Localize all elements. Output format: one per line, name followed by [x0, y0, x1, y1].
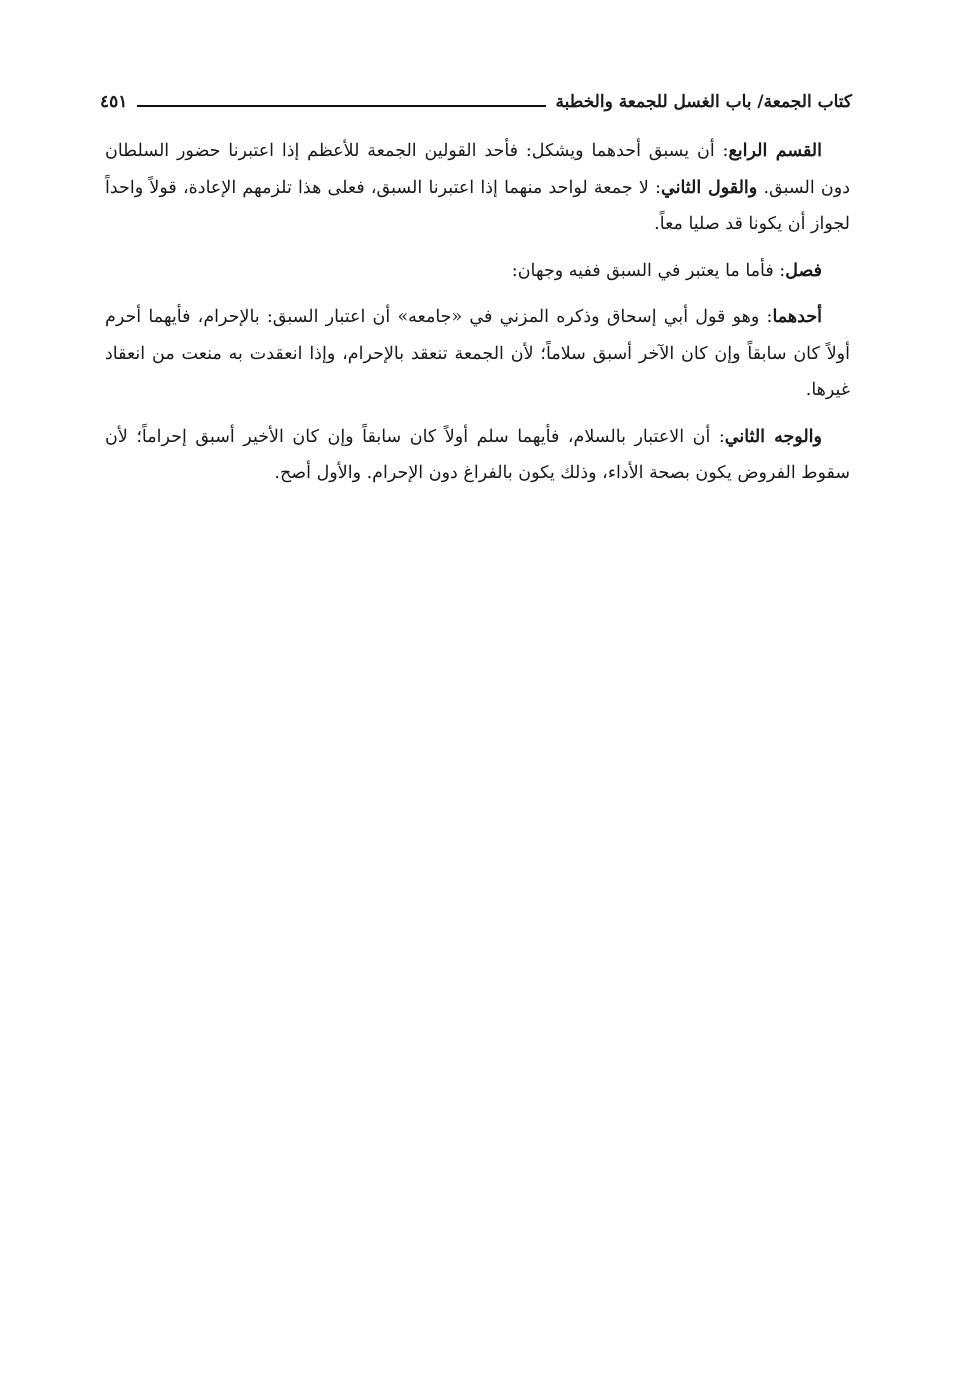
paragraph-lead: والوجه الثاني [724, 426, 822, 447]
paragraph-text: : أن يسبق أحدهما ويشكل: فأحد القولين الجمعة للأعظم إذا اعتبرنا حضور السلطان دون السبق. [105, 141, 851, 198]
paragraph-first-view [105, 299, 850, 409]
body-text [105, 133, 850, 502]
paragraph-lead: فصل [785, 260, 822, 281]
paragraph-lead: القسم الرابع [728, 141, 822, 161]
paragraph-text-continued: : لا جمعة لواحد منهما إذا اعتبرنا السبق، فعلى هذا تلزمهم الإعادة، قولاً واحداً لجواز أن يكونا قد صليا معاً. [105, 177, 850, 234]
running-header [100, 84, 852, 120]
paragraph-fasl [105, 253, 850, 290]
paragraph-second-view [105, 419, 850, 492]
paragraph-text: : فأما ما يعتبر في السبق ففيه وجهان: [511, 260, 786, 281]
paragraph-section-four [105, 133, 850, 243]
page-number: ٤٥١ [100, 92, 128, 112]
running-title: كتاب الجمعة/ باب الغسل للجمعة والخطبة [555, 92, 852, 112]
paragraph-lead: أحدهما [772, 307, 822, 327]
paragraph-text: : أن الاعتبار بالسلام، فأيهما سلم أولاً كان سابقاً وإن كان الأخير أسبق إحراماً؛ لأن سقوط الفروض يكون بصحة الأداء، وذلك يكون بالفراغ دون الإحرام. والأول أصح. [105, 426, 850, 483]
paragraph-text: : وهو قول أبي إسحاق وذكره المزني في «جامعه» أن اعتبار السبق: بالإحرام، فأيهما أحرم أولاً كان سابقاً وإن كان الآخر أسبق سلاماً؛ لأن الجمعة تنعقد بالإحرام، وإذا انعقدت به منعت من انعقاد غيرها. [105, 307, 850, 400]
header-rule [137, 105, 545, 107]
inline-heading: والقول الثاني [660, 177, 758, 198]
